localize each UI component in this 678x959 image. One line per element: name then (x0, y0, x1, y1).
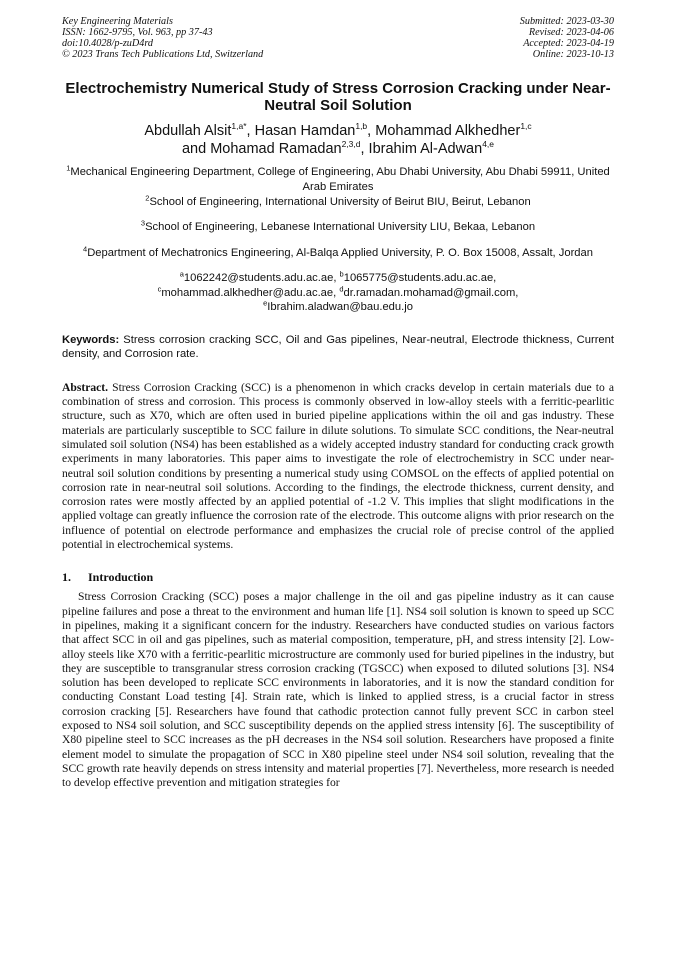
abstract (62, 381, 614, 553)
author-line-1: Abdullah Alsit$^{1,a*}$, Hasan Hamdan$^{1,b}$, Mohammad Alkhedher$^{1,c}$ (144, 121, 532, 139)
affiliation-1: $^1$Mechanical Engineering Department, College of Engineering, Abu Dhabi University, Abu Dhabi 59911, United Arab Emirates (66, 163, 610, 193)
keywords-label: Keywords: (62, 333, 120, 346)
author-line-2: and Mohamad Ramadan$^{2,3,d}$, Ibrahim Al-Adwan$^{4,e}$ (181, 139, 495, 157)
date-accepted: Accepted: 2023-04-19 (523, 38, 614, 49)
paper-title: Electrochemistry Numerical Study of Stress Corrosion Cracking under Near-Neutral Soil Solution (65, 80, 611, 114)
section-number: 1. (62, 570, 71, 585)
author-emails: $^a$1062242@students.adu.ac.ae, $^b$1065775@students.adu.ac.ae, $^c$mohammad.alkhedher@adu.ac.ae, $^d$dr.ramadan.mohamad@gmail.com, $^e$Ibrahim.aladwan@bau.edu.jo (157, 269, 519, 314)
author-name: Mohammad Alkhedher (375, 123, 521, 139)
email-link[interactable]: Ibrahim.aladwan@bau.edu.jo (267, 301, 413, 314)
keywords (62, 333, 614, 361)
author-affiliation-mark: 1,a* (231, 121, 247, 132)
abstract-label: Abstract. (62, 380, 109, 394)
date-submitted: Submitted: 2023-03-30 (519, 16, 614, 27)
email-link[interactable]: mohammad.alkhedher@adu.ac.ae, (161, 286, 340, 299)
introduction-paragraph: Stress Corrosion Cracking (SCC) poses a major challenge in the oil and gas pipeline industry as it can cause pipeline failures and pose a threat to the environment and human life [1]. NS4 soil solution is known to speed up SCC in pipelines, making it a significant concern for the industry. Researchers have conducted studies on various factors that affect SCC in oil and gas pipelines, such as material composition, temperature, pH, and stress intensity [2]. Low-alloy steels like X70 with a ferritic-pearlitic microstructure are commonly used for buried pipelines in the industry, but they are susceptible to transgranular stress corrosion cracking (TGSCC) when exposed to diluted solutions [3]. NS4 solution has been developed to replicate SCC environments in laboratories, and it is now the standard condition for conducting Constant Load testing [4]. Strain rate, which is linked to applied stress, is a crucial factor in stress corrosion cracking [5]. Researchers have found that cathodic protection cannot fully prevent SCC in carbon steel exposed to NS4 soil solution, and SCC susceptibility depends on the applied stress intensity [6]. The susceptibility of X80 pipeline steel to SCC increases as the pH decreases in the NS4 soil solution. Researchers have proposed a finite element model to simulate the propagation of SCC in X80 pipeline steel under NS4 soil solution, revealing that the SCC growth rate heavily depends on stress intensity and material properties [7]. Nevertheless, more research is needed to develop effective prevention and mitigation strategies for (62, 590, 614, 790)
author-name: Abdullah Alsit (144, 123, 232, 139)
author-list (62, 122, 614, 158)
section-title: Introduction (88, 570, 154, 585)
author-affiliation-mark: 4,e (482, 139, 495, 150)
section-heading-introduction (62, 570, 614, 584)
author-name: Hasan Hamdan (254, 123, 356, 139)
email-link[interactable]: 1062242@students.adu.ac.ae, (183, 272, 340, 284)
journal-issn: ISSN: 1662-9795, Vol. 963, pp 37-43 (62, 27, 213, 38)
journal-info (62, 16, 263, 60)
abstract-text: Stress Corrosion Cracking (SCC) is a phenomenon in which cracks develop in certain materials due to a combination of stress and corrosion. This process is commonly observed in low-alloy steels with a ferritic-pearlitic structure, such as X70, which are often used in buried pipeline applications within the oil and gas industry. These materials are particularly susceptible to SCC failure in dilute solutions. To simulate SCC conditions, the Near-neutral simulated soil solution (NS4) has been established as a widely accepted industry standard for conducting crack growth experiments in many laboratories. This paper aims to investigate the role of electrochemistry in SCC under near-neutral soil solution conditions by presenting a numerical study using COMSOL on the effects of applied potential on corrosion rate in near-neutral soil solutions. According to the findings, the electrode thickness, current density, and corrosion rates were mostly affected by an applied potential of -1.2 V. This implies that slight modifications in the applied voltage can greatly influence the corrosion rate of the electrode. This outcome aligns with prior research on the influence of potential on electrode performance and emphasizes the crucial role of precise control of the applied potential in electrochemical systems. (62, 380, 614, 552)
author-affiliation-mark: 1,b (355, 121, 368, 132)
journal-copyright: © 2023 Trans Tech Publications Ltd, Switzerland (62, 49, 264, 60)
email-link[interactable]: dr.ramadan.mohamad@gmail.com, (343, 286, 519, 299)
journal-doi: doi:10.4028/p-zuD4rd (62, 38, 154, 49)
affiliation-4: $^4$Department of Mechatronics Engineering, Al-Balqa Applied University, P. O. Box 15008, Assalt, Jordan (83, 244, 593, 259)
author-name: Ibrahim Al-Adwan (368, 141, 483, 157)
date-online: Online: 2023-10-13 (532, 49, 614, 60)
journal-name: Key Engineering Materials (62, 16, 173, 27)
email-link[interactable]: 1065775@students.adu.ac.ae, (343, 272, 497, 284)
paper-page (62, 16, 614, 791)
affiliation-2: $^2$School of Engineering, International University of Beirut BIU, Beirut, Lebanon (145, 193, 531, 208)
author-affiliation-mark: 1,c (520, 121, 532, 132)
affiliation-3: $^3$School of Engineering, Lebanese International University LIU, Bekaa, Lebanon (140, 218, 536, 233)
author-name: and Mohamad Ramadan (181, 141, 342, 157)
date-revised: Revised: 2023-04-06 (528, 27, 614, 38)
submission-dates (520, 16, 614, 60)
author-affiliation-mark: 2,3,d (341, 139, 361, 150)
keywords-text: Stress corrosion cracking SCC, Oil and Gas pipelines, Near-neutral, Electrode thickness, Current density, and Corrosion rate. (62, 333, 614, 360)
journal-header (62, 16, 614, 60)
